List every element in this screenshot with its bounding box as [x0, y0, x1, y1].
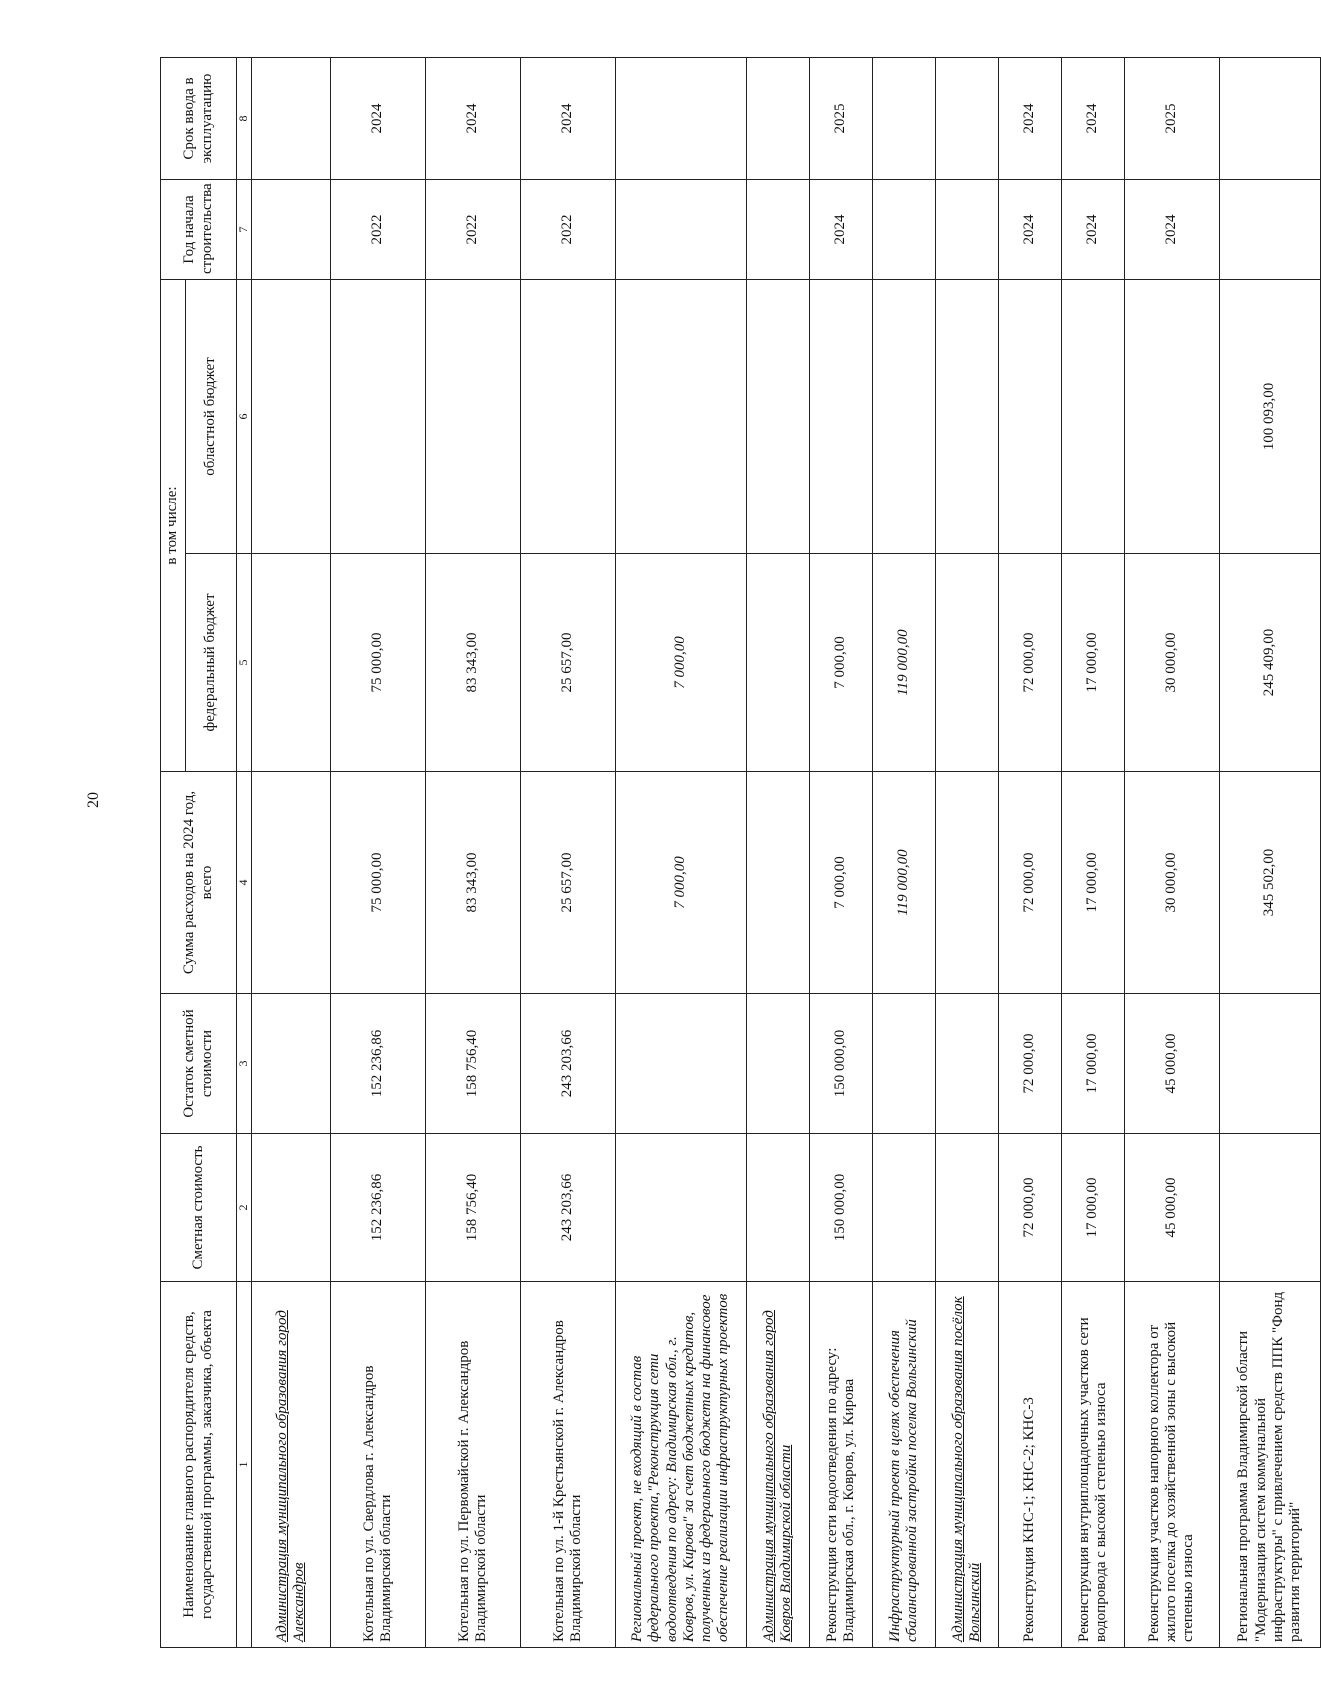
row-cost — [746, 1134, 809, 1282]
row-cost: 152 236,86 — [330, 1134, 425, 1282]
row-start: 2024 — [1124, 180, 1219, 280]
rotated-table-container — [160, 58, 1304, 1648]
row-start — [872, 180, 935, 280]
header-start: Год начала строительства — [161, 180, 237, 280]
row-cost — [615, 1134, 746, 1282]
row-cost: 17 000,00 — [1061, 1134, 1124, 1282]
table-row — [520, 58, 615, 1648]
row-regional — [872, 280, 935, 554]
row-name: Котельная по ул. 1-й Крестьянской г. Александров Владимирской области — [520, 1282, 615, 1648]
row-regional — [1061, 280, 1124, 554]
header-total: Сумма расходов на 2024 год, всего — [161, 772, 237, 994]
table-row — [1124, 58, 1219, 1648]
header-regional: областной бюджет — [186, 280, 237, 554]
row-name: Реконструкция внутриплощадочных участков сети водопровода с высокой степенью износа — [1061, 1282, 1124, 1648]
row-cost — [1219, 1134, 1320, 1282]
row-end — [746, 58, 809, 180]
row-regional — [615, 280, 746, 554]
row-rest — [935, 994, 998, 1134]
row-start: 2022 — [330, 180, 425, 280]
table-row — [1061, 58, 1124, 1648]
row-name: Администрация муниципального образования город Ковров Владимирской области — [746, 1282, 809, 1648]
row-regional: 100 093,00 — [1219, 280, 1320, 554]
row-name: Инфраструктурный проект в целях обеспечения сбалансированной застройки поселка Вольгинский — [872, 1282, 935, 1648]
row-start: 2024 — [1061, 180, 1124, 280]
row-start: 2022 — [520, 180, 615, 280]
row-regional — [809, 280, 872, 554]
row-end: 2024 — [425, 58, 520, 180]
row-regional — [425, 280, 520, 554]
row-regional — [746, 280, 809, 554]
row-rest: 158 756,40 — [425, 994, 520, 1134]
row-regional — [330, 280, 425, 554]
header-end: Срок ввода в эксплуатацию — [161, 58, 237, 180]
row-start: 2022 — [425, 180, 520, 280]
row-total — [935, 772, 998, 994]
row-start — [251, 180, 330, 280]
row-federal: 119 000,00 — [872, 554, 935, 772]
budget-table — [160, 57, 1321, 1648]
row-regional — [935, 280, 998, 554]
row-start — [935, 180, 998, 280]
row-total: 345 502,00 — [1219, 772, 1320, 994]
row-end: 2024 — [520, 58, 615, 180]
row-rest: 72 000,00 — [998, 994, 1061, 1134]
row-name: Региональная программа Владимирской области "Модернизация систем коммунальной инфраструктуры" с привлечением средств ППК "Фонд развития территорий" — [1219, 1282, 1320, 1648]
row-end: 2024 — [330, 58, 425, 180]
header-federal: федеральный бюджет — [186, 554, 237, 772]
row-rest — [872, 994, 935, 1134]
header-cost: Сметная стоимость — [161, 1134, 237, 1282]
row-cost: 158 756,40 — [425, 1134, 520, 1282]
header-group: в том числе: — [161, 280, 186, 772]
row-name: Реконструкция сети водоотведения по адресу: Владимирская обл., г. Ковров, ул. Кирова — [809, 1282, 872, 1648]
row-name: Котельная по ул. Первомайской г. Александров Владимирской области — [425, 1282, 520, 1648]
row-federal: 245 409,00 — [1219, 554, 1320, 772]
row-name: Реконструкция участков напорного коллектора от жилого поселка до хозяйственной зоны с высокой степенью износа — [1124, 1282, 1219, 1648]
row-name: Региональный проект, не входящий в состав федерального проекта,"Реконструкция сети водоотведения по адресу: Владимирская обл., г. Ковров, ул. Кирова" за счет бюджетных кредитов, полученных из федерального бюджета на финансовое обеспечение реализации инфраструктурных проектов — [615, 1282, 746, 1648]
row-rest: 17 000,00 — [1061, 994, 1124, 1134]
row-total — [251, 772, 330, 994]
row-federal: 7 000,00 — [809, 554, 872, 772]
row-cost: 72 000,00 — [998, 1134, 1061, 1282]
row-federal: 83 343,00 — [425, 554, 520, 772]
column-number: 8 — [237, 58, 252, 180]
row-name: Администрация муниципального образования город Александров — [251, 1282, 330, 1648]
row-end — [1219, 58, 1320, 180]
table-row — [809, 58, 872, 1648]
row-rest — [615, 994, 746, 1134]
header-name: Наименование главного распорядителя средств, государственной программы, заказчика, объекта — [161, 1282, 237, 1648]
row-start — [1219, 180, 1320, 280]
row-total: 30 000,00 — [1124, 772, 1219, 994]
column-number: 7 — [237, 180, 252, 280]
column-number: 2 — [237, 1134, 252, 1282]
row-cost: 243 203,66 — [520, 1134, 615, 1282]
row-total: 119 000,00 — [872, 772, 935, 994]
row-federal: 25 657,00 — [520, 554, 615, 772]
column-number: 5 — [237, 554, 252, 772]
row-federal: 7 000,00 — [615, 554, 746, 772]
row-end — [872, 58, 935, 180]
table-row — [1219, 58, 1320, 1648]
row-total: 75 000,00 — [330, 772, 425, 994]
row-rest: 152 236,86 — [330, 994, 425, 1134]
row-end: 2025 — [1124, 58, 1219, 180]
row-end — [615, 58, 746, 180]
row-total: 83 343,00 — [425, 772, 520, 994]
column-number-row — [237, 58, 252, 1648]
row-rest: 243 203,66 — [520, 994, 615, 1134]
row-end: 2025 — [809, 58, 872, 180]
row-rest — [1219, 994, 1320, 1134]
column-number: 4 — [237, 772, 252, 994]
table-row — [872, 58, 935, 1648]
row-start — [746, 180, 809, 280]
column-number: 1 — [237, 1282, 252, 1648]
row-regional — [520, 280, 615, 554]
row-end — [251, 58, 330, 180]
row-regional — [251, 280, 330, 554]
column-number: 6 — [237, 280, 252, 554]
row-cost — [872, 1134, 935, 1282]
table-row — [998, 58, 1061, 1648]
row-regional — [1124, 280, 1219, 554]
row-rest — [251, 994, 330, 1134]
row-name: Администрация муниципального образования посёлок Вольгинский — [935, 1282, 998, 1648]
row-regional — [998, 280, 1061, 554]
row-rest: 150 000,00 — [809, 994, 872, 1134]
row-federal: 17 000,00 — [1061, 554, 1124, 772]
table-row — [251, 58, 330, 1648]
header-rest: Остаток сметной стоимости — [161, 994, 237, 1134]
row-cost — [251, 1134, 330, 1282]
column-number: 3 — [237, 994, 252, 1134]
row-end: 2024 — [998, 58, 1061, 180]
row-end: 2024 — [1061, 58, 1124, 180]
page-number: 20 — [85, 792, 102, 808]
row-federal — [251, 554, 330, 772]
row-federal: 75 000,00 — [330, 554, 425, 772]
row-cost: 45 000,00 — [1124, 1134, 1219, 1282]
row-cost — [935, 1134, 998, 1282]
row-total: 7 000,00 — [615, 772, 746, 994]
row-start: 2024 — [809, 180, 872, 280]
table-row — [330, 58, 425, 1648]
table-row — [935, 58, 998, 1648]
row-total: 7 000,00 — [809, 772, 872, 994]
row-total: 17 000,00 — [1061, 772, 1124, 994]
table-row — [425, 58, 520, 1648]
row-federal: 30 000,00 — [1124, 554, 1219, 772]
row-end — [935, 58, 998, 180]
row-rest: 45 000,00 — [1124, 994, 1219, 1134]
row-cost: 150 000,00 — [809, 1134, 872, 1282]
row-start — [615, 180, 746, 280]
table-row — [615, 58, 746, 1648]
row-federal — [746, 554, 809, 772]
row-federal — [935, 554, 998, 772]
table-row — [746, 58, 809, 1648]
row-total: 25 657,00 — [520, 772, 615, 994]
row-rest — [746, 994, 809, 1134]
row-total: 72 000,00 — [998, 772, 1061, 994]
row-start: 2024 — [998, 180, 1061, 280]
row-total — [746, 772, 809, 994]
row-federal: 72 000,00 — [998, 554, 1061, 772]
row-name: Реконструкция КНС-1; КНС-2; КНС-3 — [998, 1282, 1061, 1648]
row-name: Котельная по ул. Свердлова г. Александров Владимирской области — [330, 1282, 425, 1648]
